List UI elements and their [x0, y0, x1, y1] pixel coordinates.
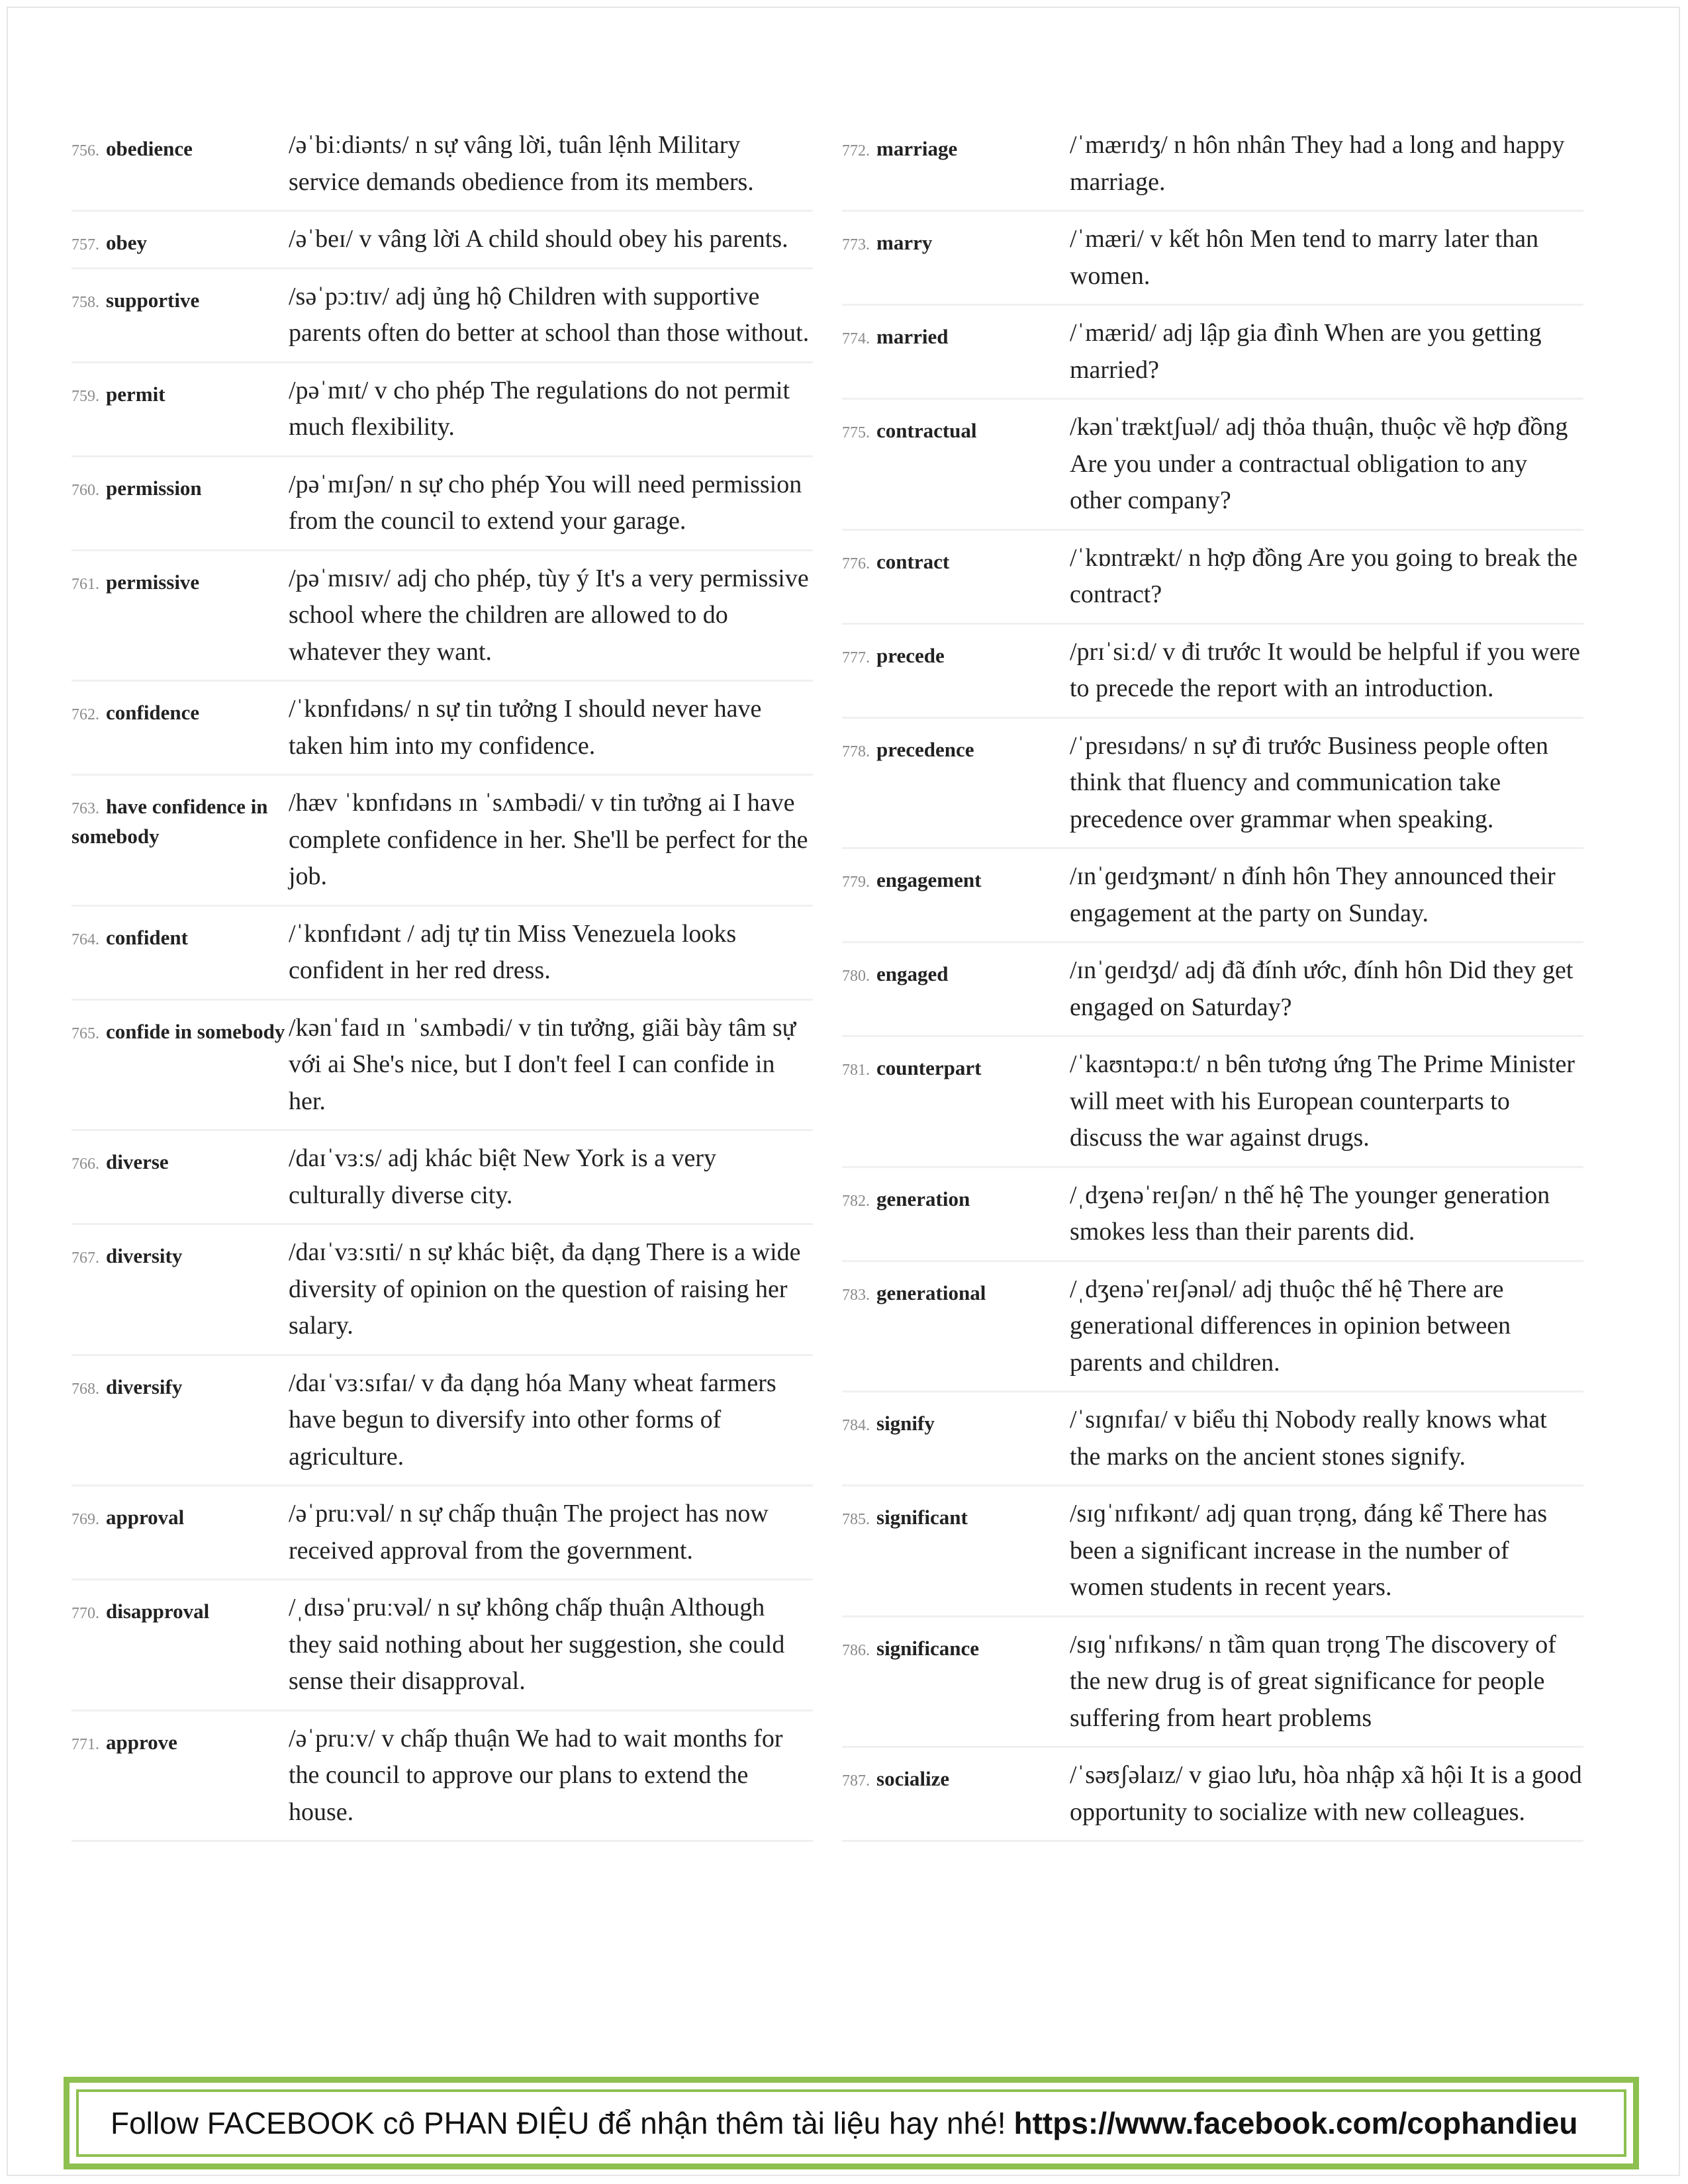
- entry-definition: /prɪˈsiːd/ v đi trước It would be helpful if you were to precede the report with an introduction.: [1070, 637, 1580, 702]
- entry-word: significance: [876, 1636, 979, 1660]
- entry-number: 786.: [842, 1641, 870, 1659]
- entry-number: 760.: [71, 481, 99, 499]
- entry-head: [842, 135, 1054, 165]
- footer-inner-border: [76, 2089, 1626, 2157]
- entry-number: 777.: [842, 649, 870, 666]
- footer-banner: [64, 2077, 1639, 2169]
- entry-definition: /ˈpresɪdəns/ n sự đi trước Business people often think that fluency and communication take precedence over grammar when speaking.: [1070, 731, 1549, 833]
- entry-word: socialize: [876, 1767, 950, 1790]
- vocab-entry: [71, 373, 813, 457]
- entry-head: [842, 1410, 1054, 1439]
- vocab-entry: [842, 1627, 1583, 1749]
- entry-number: 762.: [71, 706, 99, 723]
- entry-word: marry: [876, 231, 933, 254]
- entry-number: 761.: [71, 575, 99, 593]
- entry-definition: /əˈpruːvəl/ n sự chấp thuận The project has now received approval from the government.: [289, 1500, 769, 1565]
- vocab-column-left: [71, 127, 813, 1851]
- entry-definition: /daɪˈvɜːs/ adj khác biệt New York is a very culturally diverse city.: [289, 1144, 716, 1209]
- entry-head: [842, 1279, 1054, 1309]
- entry-head: [71, 381, 290, 410]
- entry-number: 778.: [842, 743, 870, 760]
- entry-definition: /kənˈfaɪd ɪn ˈsʌmbədi/ v tin tưởng, giãi bày tâm sự với ai She's nice, but I don't feel I can confide in her.: [289, 1013, 796, 1115]
- entry-word: significant: [876, 1506, 968, 1529]
- entry-definition: /ˈkɒnfɪdənt / adj tự tin Miss Venezuela looks confident in her red dress.: [289, 919, 737, 984]
- entry-word: marriage: [876, 137, 958, 160]
- entry-head: [71, 287, 290, 316]
- vocab-entry: [842, 540, 1583, 625]
- entry-head: [71, 699, 290, 729]
- entry-word: counterpart: [876, 1056, 982, 1079]
- entry-definition: /sɪɡˈnɪfɪkənt/ adj quan trọng, đáng kể There has been a significant increase in the number of women students in recent years.: [1070, 1500, 1548, 1601]
- entry-number: 780.: [842, 968, 870, 985]
- vocab-entry: [71, 1234, 813, 1356]
- entry-head: [842, 1504, 1054, 1533]
- entry-head: [71, 793, 290, 850]
- entry-number: 764.: [71, 931, 99, 948]
- vocab-entry: [842, 1757, 1583, 1842]
- entry-word: approval: [106, 1506, 185, 1529]
- entry-definition: /ˈkaʊntəpɑːt/ n bên tương ứng The Prime Minister will meet with his European counterparts to discuss the war against drugs.: [1070, 1050, 1575, 1152]
- entry-head: [71, 569, 290, 598]
- entry-word: precedence: [876, 737, 974, 761]
- entry-head: [71, 475, 290, 504]
- entry-word: confidence: [106, 701, 200, 724]
- entry-word: approve: [106, 1730, 177, 1754]
- entry-definition: /daɪˈvɜːsɪfaɪ/ v đa dạng hóa Many wheat farmers have begun to diversify into other forms of agriculture.: [289, 1369, 776, 1471]
- entry-number: 758.: [71, 293, 99, 311]
- entry-word: permit: [106, 382, 165, 406]
- vocab-entry: [71, 279, 813, 363]
- entry-head: [842, 866, 1054, 896]
- entry-number: 773.: [842, 236, 870, 253]
- footer-text-row: [111, 2092, 1577, 2154]
- entry-head: [71, 1729, 290, 1758]
- entry-number: 771.: [71, 1735, 99, 1753]
- entry-word: permission: [106, 476, 202, 500]
- entry-head: [842, 1054, 1054, 1084]
- entry-word: have confidence in somebody: [71, 795, 268, 848]
- entry-word: obey: [106, 231, 147, 254]
- entry-word: contract: [876, 549, 950, 573]
- vocab-entry: [71, 916, 813, 1001]
- entry-definition: /ɪnˈɡeɪdʒmənt/ n đính hôn They announced their engagement at the party on Sunday.: [1070, 862, 1556, 927]
- entry-word: precede: [876, 643, 945, 667]
- entry-word: obedience: [106, 137, 193, 160]
- entry-definition: /pəˈmɪt/ v cho phép The regulations do not permit much flexibility.: [289, 376, 790, 441]
- entry-definition: /sɪɡˈnɪfɪkəns/ n tầm quan trọng The discovery of the new drug is of great significance for people suffering from heart problems: [1070, 1630, 1556, 1732]
- entry-number: 787.: [842, 1772, 870, 1790]
- entry-head: [842, 736, 1054, 766]
- entry-number: 759.: [71, 387, 99, 405]
- entry-definition: /əˈbeɪ/ v vâng lời A child should obey his parents.: [289, 225, 788, 253]
- vocab-entry: [842, 1496, 1583, 1617]
- entry-definition: /ˈmærid/ adj lập gia đình When are you getting married?: [1070, 319, 1542, 384]
- entry-number: 767.: [71, 1250, 99, 1267]
- vocab-entry: [71, 127, 813, 212]
- entry-number: 779.: [842, 874, 870, 891]
- vocab-entry: [71, 785, 813, 907]
- vocab-entry: [71, 1590, 813, 1711]
- entry-number: 785.: [842, 1511, 870, 1528]
- entry-definition: /daɪˈvɜːsɪti/ n sự khác biệt, đa dạng There is a wide diversity of opinion on the question of raising her salary.: [289, 1238, 801, 1340]
- vocab-entry: [842, 728, 1583, 850]
- entry-number: 766.: [71, 1156, 99, 1173]
- entry-head: [71, 1018, 290, 1048]
- vocab-entry: [71, 561, 813, 682]
- entry-word: permissive: [106, 570, 200, 594]
- entry-definition: /kənˈtræktʃuəl/ adj thỏa thuận, thuộc về hợp đồng Are you under a contractual obligation to any other company?: [1070, 413, 1568, 514]
- entry-number: 765.: [71, 1024, 99, 1042]
- entry-word: contractual: [876, 419, 977, 442]
- vocab-entry: [71, 1140, 813, 1225]
- entry-definition: /ˈkɒnfɪdəns/ n sự tin tưởng I should never have taken him into my confidence.: [289, 695, 762, 760]
- entry-definition: /pəˈmɪʃən/ n sự cho phép You will need permission from the council to extend your garage.: [289, 470, 802, 535]
- entry-head: [71, 1242, 290, 1272]
- entry-word: diversity: [106, 1244, 183, 1267]
- entry-definition: /ɪnˈɡeɪdʒd/ adj đã đính ước, đính hôn Did they get engaged on Saturday?: [1070, 956, 1573, 1021]
- vocab-entry: [842, 221, 1583, 306]
- entry-head: [842, 323, 1054, 353]
- entry-head: [71, 1504, 290, 1533]
- entry-head: [842, 960, 1054, 990]
- vocab-entry: [71, 467, 813, 551]
- entry-number: 768.: [71, 1380, 99, 1398]
- entry-word: married: [876, 325, 949, 348]
- entry-definition: /ˈmæri/ v kết hôn Men tend to marry later than women.: [1070, 225, 1539, 290]
- entry-definition: /ˈsəʊʃəlaɪz/ v giao lưu, hòa nhập xã hội It is a good opportunity to socialize with new colleagues.: [1070, 1761, 1582, 1826]
- entry-word: engagement: [876, 868, 982, 891]
- entry-definition: /ˈmærɪdʒ/ n hôn nhân They had a long and happy marriage.: [1070, 131, 1565, 196]
- entry-head: [842, 229, 1054, 259]
- entry-number: 774.: [842, 330, 870, 347]
- entry-word: engaged: [876, 962, 949, 985]
- entry-word: diverse: [106, 1150, 169, 1173]
- vocab-entry: [71, 1010, 813, 1132]
- vocab-entry: [842, 127, 1583, 212]
- vocab-entry: [842, 858, 1583, 943]
- entry-head: [842, 1635, 1054, 1664]
- entry-number: 783.: [842, 1286, 870, 1304]
- entry-head: [71, 229, 290, 259]
- footer-message: Follow FACEBOOK cô PHAN ĐIỆU để nhận thêm tài liệu hay nhé!: [111, 2106, 1006, 2140]
- entry-head: [71, 1598, 290, 1627]
- facebook-link[interactable]: https://www.facebook.com/cophandieu: [1013, 2106, 1578, 2140]
- vocab-entry: [71, 691, 813, 776]
- entry-definition: /ˌdɪsəˈpruːvəl/ n sự không chấp thuận Although they said nothing about her suggestion, she could sense their disapproval.: [289, 1594, 785, 1695]
- entry-head: [71, 1373, 290, 1403]
- entry-definition: /əˈpruːv/ v chấp thuận We had to wait months for the council to approve our plans to extend the house.: [289, 1724, 783, 1826]
- entry-number: 769.: [71, 1511, 99, 1528]
- vocab-entry: [842, 1046, 1583, 1168]
- vocab-entry: [842, 1177, 1583, 1262]
- entry-head: [842, 1765, 1054, 1795]
- entry-head: [71, 924, 290, 954]
- entry-word: confident: [106, 925, 188, 949]
- entry-number: 784.: [842, 1417, 870, 1434]
- entry-definition: /hæv ˈkɒnfɪdəns ɪn ˈsʌmbədi/ v tin tưởng ai I have complete confidence in her. She'll be perfect for the job.: [289, 789, 808, 890]
- entry-word: diversify: [106, 1375, 183, 1398]
- entry-head: [842, 417, 1054, 447]
- vocab-entry: [842, 1271, 1583, 1393]
- entry-number: 776.: [842, 555, 870, 572]
- vocab-entry: [71, 1365, 813, 1487]
- vocab-entry: [71, 221, 813, 269]
- entry-number: 763.: [71, 800, 99, 817]
- vocab-entry: [71, 1496, 813, 1580]
- entry-word: supportive: [106, 288, 200, 312]
- vocab-column-right: [842, 127, 1583, 1851]
- vocab-entry: [842, 634, 1583, 719]
- entry-number: 781.: [842, 1062, 870, 1079]
- entry-definition: /ˈsɪɡnɪfaɪ/ v biểu thị Nobody really knows what the marks on the ancient stones signify.: [1070, 1406, 1547, 1471]
- entry-number: 772.: [842, 142, 870, 159]
- entry-word: generation: [876, 1187, 970, 1210]
- vocab-entry: [71, 1721, 813, 1843]
- vocab-entry: [842, 409, 1583, 531]
- vocab-entry: [842, 315, 1583, 400]
- entry-number: 770.: [71, 1605, 99, 1622]
- vocab-entry: [842, 1402, 1583, 1486]
- entry-word: generational: [876, 1281, 986, 1304]
- entry-number: 756.: [71, 142, 99, 159]
- entry-head: [71, 1148, 290, 1178]
- entry-head: [71, 135, 290, 165]
- entry-definition: /səˈpɔːtɪv/ adj ủng hộ Children with supportive parents often do better at school than those without.: [289, 282, 810, 347]
- entry-definition: /ˌdʒenəˈreɪʃən/ n thế hệ The younger generation smokes less than their parents did.: [1070, 1181, 1550, 1246]
- entry-head: [842, 548, 1054, 578]
- entry-definition: /pəˈmɪsɪv/ adj cho phép, tùy ý It's a very permissive school where the children are allowed to do whatever they want.: [289, 564, 809, 666]
- entry-head: [842, 642, 1054, 672]
- vocab-entry: [842, 952, 1583, 1037]
- entry-definition: /əˈbiːdiənts/ n sự vâng lời, tuân lệnh Military service demands obedience from its members.: [289, 131, 754, 196]
- entry-word: confide in somebody: [106, 1019, 285, 1043]
- entry-head: [842, 1185, 1054, 1215]
- entry-number: 782.: [842, 1192, 870, 1210]
- entry-number: 775.: [842, 424, 870, 441]
- entry-number: 757.: [71, 236, 99, 253]
- entry-word: signify: [876, 1412, 935, 1435]
- entry-word: disapproval: [106, 1600, 210, 1623]
- entry-definition: /ˌdʒenəˈreɪʃənəl/ adj thuộc thế hệ There are generational differences in opinion between parents and children.: [1070, 1275, 1511, 1377]
- entry-definition: /ˈkɒntrækt/ n hợp đồng Are you going to break the contract?: [1070, 543, 1578, 608]
